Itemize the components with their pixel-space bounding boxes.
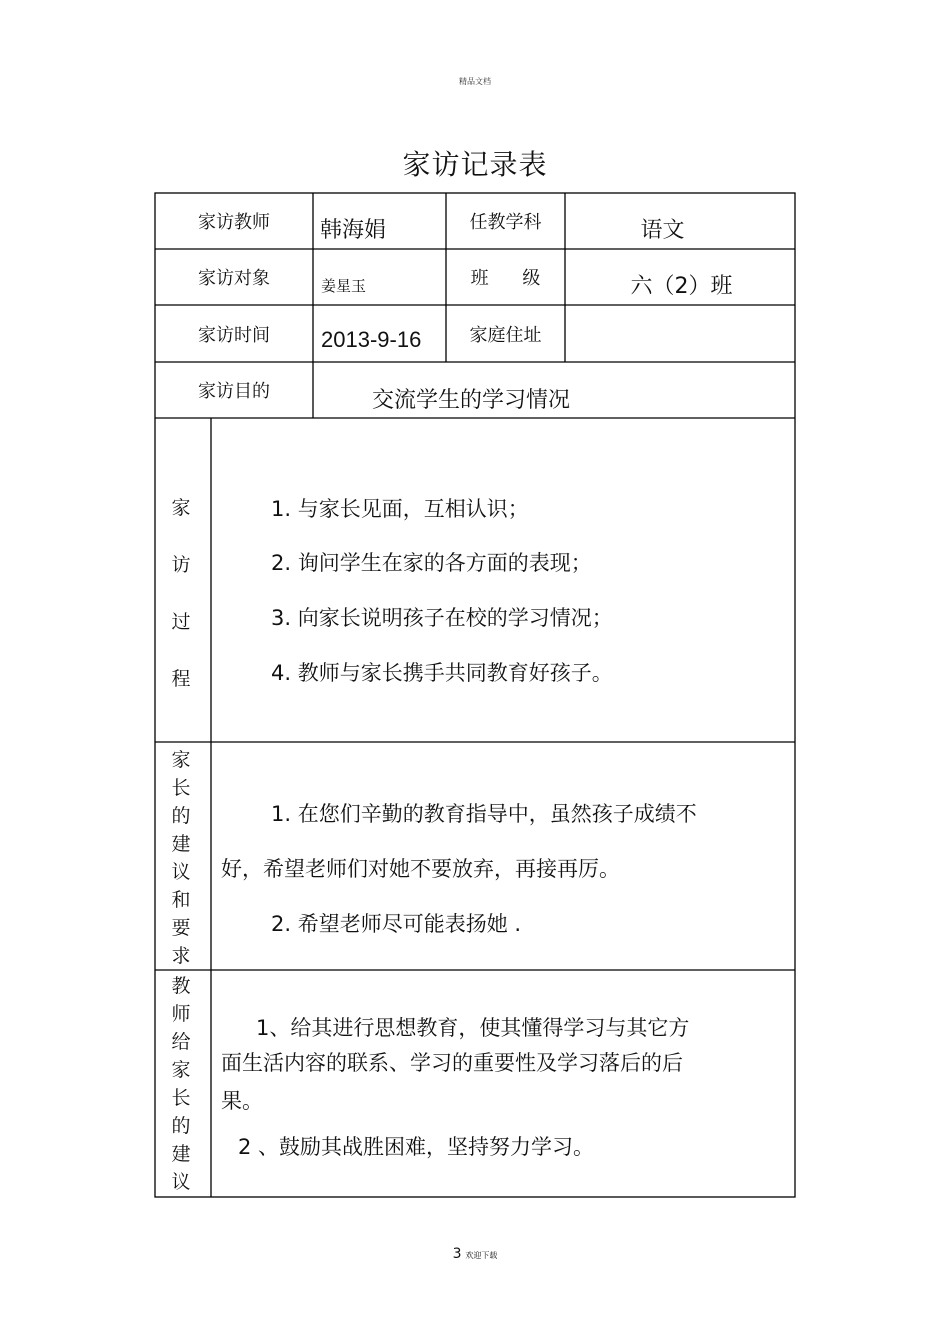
teacher-label-char: 长 — [171, 1087, 191, 1109]
header-watermark: 精品文档 — [459, 77, 491, 86]
parent-suggestion-line: 好，希望老师们对她不要放弃，再接再厉。 — [221, 857, 620, 881]
teacher-label-char: 师 — [171, 1003, 191, 1025]
subject-label: 任教学科 — [469, 212, 542, 233]
subject-value: 语文 — [640, 218, 685, 243]
process-line: 4. 教师与家长携手共同教育好孩子。 — [271, 661, 613, 685]
process-label-char: 家 — [171, 497, 191, 519]
teacher-suggestions-label — [155, 972, 207, 1196]
parent-label-char: 建 — [171, 833, 191, 855]
purpose-label: 家访目的 — [198, 381, 270, 402]
page-footer — [0, 1246, 950, 1262]
parent-label-char: 长 — [171, 777, 191, 799]
purpose-value: 交流学生的学习情况 — [372, 388, 571, 413]
teacher-suggestion-line: 1、给其进行思想教育，使其懂得学习与其它方 — [256, 1016, 690, 1040]
teacher-value: 韩海娟 — [320, 218, 387, 243]
class-label: 班 级 — [470, 268, 541, 289]
teacher-label-char: 给 — [171, 1031, 191, 1053]
parent-label-char: 和 — [171, 889, 191, 911]
teacher-label-char: 的 — [171, 1115, 191, 1137]
page-number: 3 — [452, 1246, 462, 1262]
process-line: 3. 向家长说明孩子在校的学习情况； — [271, 606, 613, 630]
parent-label-char: 家 — [171, 749, 191, 771]
class-value: 六（2）班 — [630, 274, 733, 299]
parent-suggestion-line: 2. 希望老师尽可能表扬她 . — [271, 912, 522, 936]
footer-text: 欢迎下载 — [465, 1251, 498, 1260]
parent-label-char: 的 — [171, 805, 191, 827]
process-label-char: 程 — [171, 668, 191, 690]
process-label-char: 过 — [171, 611, 191, 633]
parent-suggestions-label — [155, 746, 207, 970]
page-title: 家访记录表 — [402, 148, 548, 181]
parent-label-char: 要 — [171, 917, 191, 939]
parent-label-char: 求 — [171, 945, 191, 967]
parent-label-char: 议 — [171, 861, 191, 883]
time-value: 2013-9-16 — [321, 327, 422, 352]
process-line: 1. 与家长见面，互相认识； — [271, 497, 529, 521]
address-label: 家庭住址 — [469, 325, 542, 346]
teacher-suggestion-line: 果。 — [221, 1089, 263, 1113]
teacher-suggestion-line: 面生活内容的联系、学习的重要性及学习落后的后 — [221, 1051, 683, 1075]
student-value: 姜星玉 — [321, 277, 367, 295]
student-label: 家访对象 — [198, 268, 270, 289]
teacher-label-char: 家 — [171, 1059, 191, 1081]
process-label — [155, 480, 207, 708]
parent-suggestion-line: 1. 在您们辛勤的教育指导中，虽然孩子成绩不 — [271, 802, 697, 826]
teacher-suggestion-line: 2 、鼓励其战胜困难，坚持努力学习。 — [238, 1135, 595, 1159]
process-line: 2. 询问学生在家的各方面的表现； — [271, 551, 592, 575]
time-label: 家访时间 — [198, 325, 270, 346]
teacher-label: 家访教师 — [198, 212, 270, 233]
process-label-char: 访 — [171, 554, 191, 576]
teacher-label-char: 建 — [171, 1143, 191, 1165]
teacher-label-char: 议 — [171, 1171, 191, 1193]
teacher-label-char: 教 — [171, 975, 191, 997]
